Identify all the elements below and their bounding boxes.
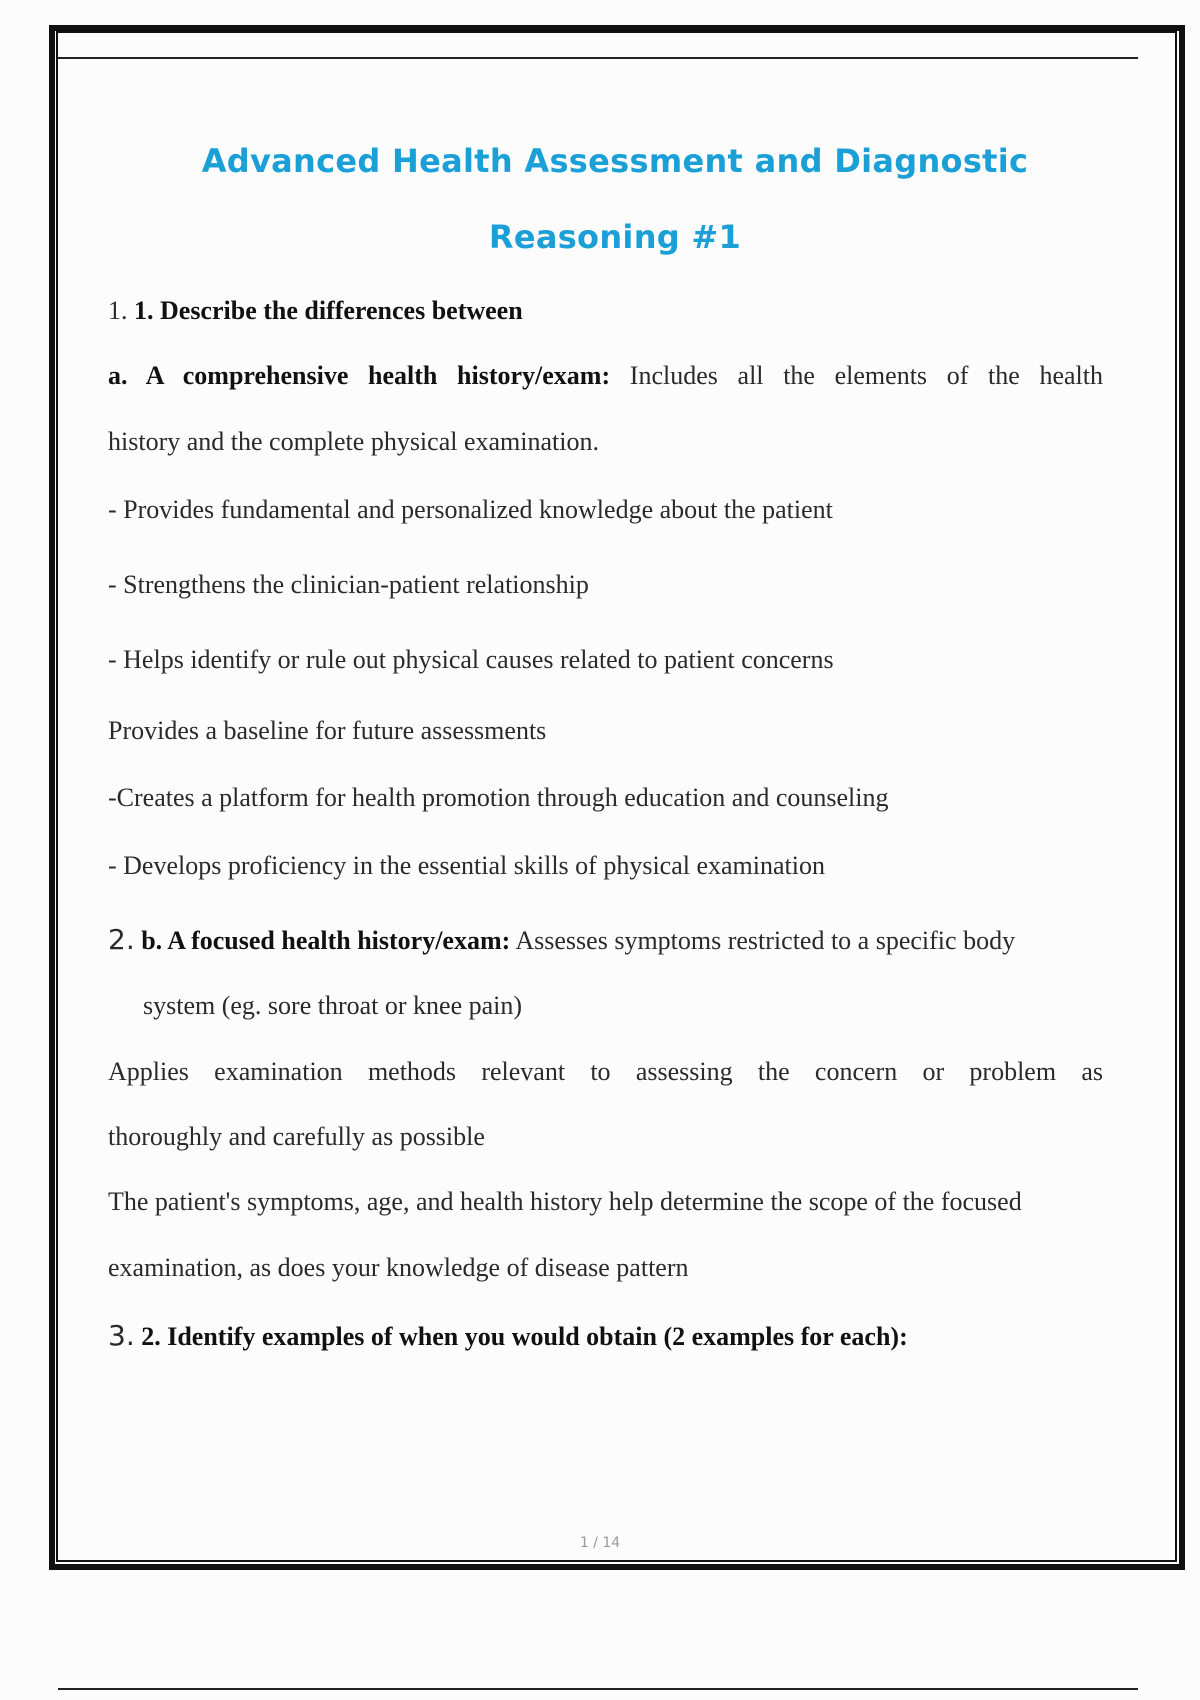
- list-number: 2.: [108, 923, 135, 956]
- scope-text: The patient's symptoms, age, and health history help determine the scope of the focused: [108, 1187, 1022, 1216]
- list-number: 1.: [108, 296, 128, 325]
- examination-methods-text: Applies examination methods relevant to assessing the concern or problem as: [108, 1057, 1103, 1086]
- comprehensive-exam-label: a. A comprehensive health history/exam:: [108, 361, 611, 390]
- document-title-line-2: Reasoning #1: [488, 218, 742, 256]
- list-item: Provides a baseline for future assessments: [108, 716, 547, 745]
- list-item: - Strengthens the clinician-patient relationship: [108, 570, 589, 599]
- document-title-line-1: Advanced Health Assessment and Diagnostic: [201, 142, 1029, 180]
- page-indicator: 1 / 14: [579, 1535, 621, 1551]
- focused-exam-label: b. A focused health history/exam:: [141, 926, 511, 955]
- header-rule: [58, 57, 1138, 59]
- comprehensive-exam-paragraph: [108, 361, 1103, 391]
- focused-exam-text: Assesses symptoms restricted to a specific body: [515, 926, 1016, 955]
- list-item: -Creates a platform for health promotion through education and counseling: [108, 783, 889, 812]
- question-heading-text: 2. Identify examples of when you would obtain (2 examples for each):: [141, 1322, 908, 1351]
- list-item: - Helps identify or rule out physical causes related to patient concerns: [108, 645, 834, 674]
- list-item: - Provides fundamental and personalized knowledge about the patient: [108, 495, 833, 524]
- comprehensive-exam-text: Includes all the elements of the health: [629, 361, 1103, 390]
- question-1-heading: [108, 296, 523, 326]
- focused-exam-paragraph: [108, 925, 1015, 956]
- list-number: 3.: [108, 1319, 135, 1352]
- next-page-header-rule: [58, 1688, 1138, 1690]
- question-heading-text: 1. Describe the differences between: [134, 296, 523, 325]
- question-2-heading: [108, 1321, 908, 1352]
- list-item: - Develops proficiency in the essential skills of physical examination: [108, 851, 825, 880]
- comprehensive-exam-text-cont: history and the complete physical examination.: [108, 427, 599, 456]
- examination-methods-text-cont: thoroughly and carefully as possible: [108, 1122, 485, 1151]
- focused-exam-text-cont: system (eg. sore throat or knee pain): [143, 991, 523, 1020]
- scope-text-cont: examination, as does your knowledge of disease pattern: [108, 1253, 689, 1282]
